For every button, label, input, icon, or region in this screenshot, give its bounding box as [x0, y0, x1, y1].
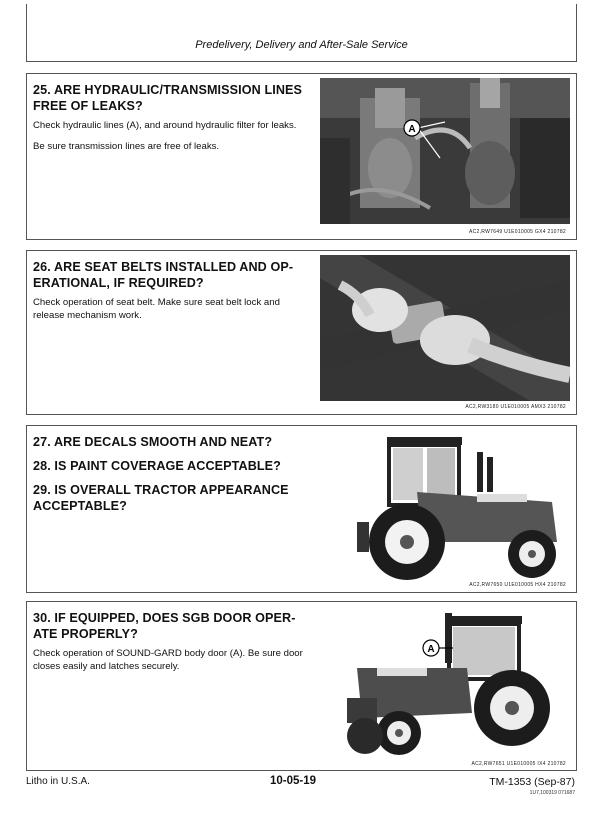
section-27-title: 27. ARE DECALS SMOOTH AND NEAT?: [33, 435, 273, 449]
section-27-29-text: [33, 434, 311, 520]
section-26-text: [33, 259, 311, 330]
section-25: [26, 73, 577, 240]
section-28-title: 28. IS PAINT COVERAGE ACCEPTABLE?: [33, 459, 281, 473]
footer-litho: Litho in U.S.A.: [26, 776, 90, 787]
section-25-title: 25. ARE HYDRAULIC/TRANSMISSION LINES FREE OF LEAKS?: [33, 83, 303, 113]
section-30: [26, 601, 577, 771]
section-30-paragraph-1: Check operation of SOUND-GARD body door (A). Be sure door closes easily and latches securely.: [33, 648, 303, 672]
section-25-text: [33, 82, 311, 161]
section-25-paragraph-1: Check hydraulic lines (A), and around hydraulic filter for leaks.: [33, 120, 297, 131]
tractor-side-photo: [327, 432, 567, 582]
callout-a-hydraulic: A: [408, 124, 416, 135]
section-26-caption: AC2,RW3180 U1E010005 AMX3 210782: [465, 404, 566, 410]
hydraulic-lines-photo: [320, 78, 570, 224]
footer-code: 1U7,100319 071687: [529, 790, 575, 796]
section-29-title: 29. IS OVERALL TRACTOR APPEARANCE ACCEPTABLE?: [33, 483, 289, 513]
footer-page-number: 10-05-19: [270, 775, 317, 787]
section-30-caption: AC2,RW7651 U1E010005 IX4 210782: [471, 761, 566, 767]
section-25-paragraph-2: Be sure transmission lines are free of leaks.: [33, 140, 220, 152]
section-27-29: [26, 425, 577, 593]
section-30-title: 30. IF EQUIPPED, DOES SGB DOOR OPER-ATE PROPERLY?: [33, 611, 296, 641]
section-27-29-caption: AC2,RW7650 U1E010005 HX4 210782: [469, 582, 566, 588]
section-30-text: [33, 610, 311, 681]
sgb-door-tractor-photo: [327, 608, 567, 760]
header-title: Predelivery, Delivery and After-Sale Service: [195, 39, 408, 51]
section-26-paragraph-1: Check operation of seat belt. Make sure seat belt lock and release mechanism work.: [33, 297, 280, 321]
section-25-caption: AC2,RW7649 U1E010005 GX4 210782: [468, 229, 566, 235]
footer-manual-id: TM-1353 (Sep-87): [489, 776, 575, 788]
callout-a-door: A: [427, 644, 435, 655]
seat-belt-photo: [320, 255, 570, 401]
page-header: [26, 4, 577, 62]
section-26: [26, 250, 577, 415]
section-26-title: 26. ARE SEAT BELTS INSTALLED AND OP-ERATIONAL, IF REQUIRED?: [33, 260, 294, 290]
